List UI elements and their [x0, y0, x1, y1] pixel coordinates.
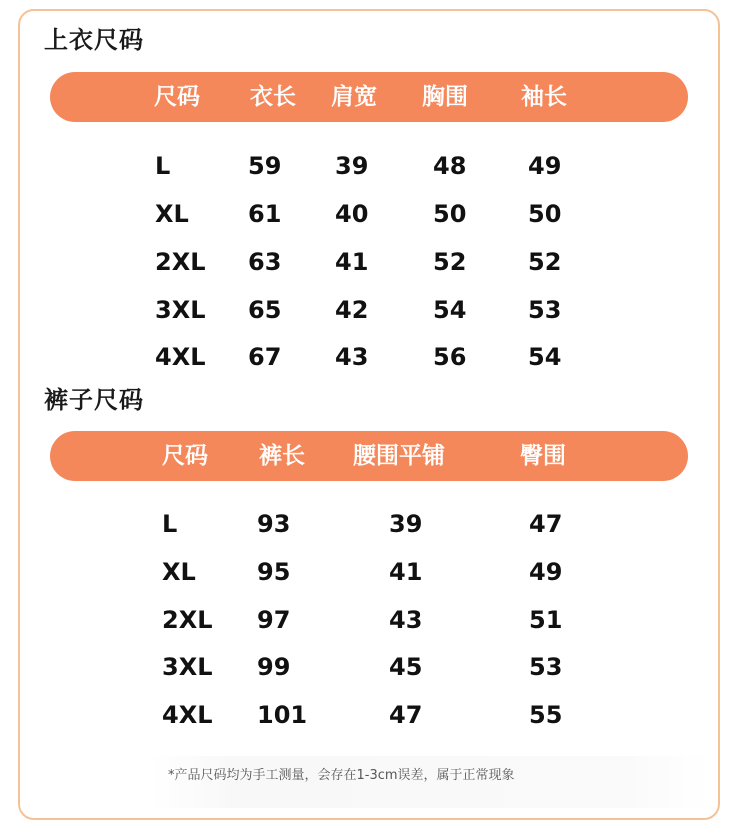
- table-cell: 51: [529, 606, 563, 634]
- table-cell: 4XL: [162, 701, 213, 729]
- tops-header-bar: [50, 72, 688, 122]
- table-cell: 99: [257, 653, 291, 681]
- table-row: [0, 194, 750, 234]
- table-cell: 41: [335, 248, 369, 276]
- table-cell: 53: [528, 296, 562, 324]
- table-cell: 3XL: [162, 653, 213, 681]
- table-cell: 39: [389, 510, 423, 538]
- table-cell: 3XL: [155, 296, 206, 324]
- table-cell: 43: [389, 606, 423, 634]
- table-row: [0, 695, 750, 735]
- table-cell: 49: [528, 152, 562, 180]
- table-row: [0, 552, 750, 592]
- table-cell: 40: [335, 200, 369, 228]
- table-cell: 101: [257, 701, 308, 729]
- tops-header-size: 尺码: [154, 84, 200, 110]
- table-cell: 54: [528, 343, 562, 371]
- table-cell: 53: [529, 653, 563, 681]
- tops-header-chest: 胸围: [422, 84, 468, 110]
- table-cell: XL: [155, 200, 189, 228]
- table-cell: 4XL: [155, 343, 206, 371]
- tops-section-title: 上衣尺码: [44, 26, 144, 54]
- table-cell: L: [162, 510, 178, 538]
- pants-section-title: 裤子尺码: [44, 386, 144, 414]
- table-cell: 2XL: [162, 606, 213, 634]
- table-row: [0, 504, 750, 544]
- pants-header-size: 尺码: [162, 443, 208, 469]
- table-cell: L: [155, 152, 171, 180]
- table-cell: 42: [335, 296, 369, 324]
- table-cell: 95: [257, 558, 291, 586]
- table-cell: 67: [248, 343, 282, 371]
- table-cell: 2XL: [155, 248, 206, 276]
- measurement-note-text: *产品尺码均为手工测量，会存在1-3cm误差，属于正常现象: [168, 768, 515, 783]
- table-cell: 47: [529, 510, 563, 538]
- table-cell: 47: [389, 701, 423, 729]
- table-cell: 49: [529, 558, 563, 586]
- pants-header-waist: 腰围平铺: [353, 443, 445, 469]
- tops-header-length: 衣长: [250, 84, 296, 110]
- table-row: [0, 242, 750, 282]
- table-cell: 50: [528, 200, 562, 228]
- table-cell: 55: [529, 701, 563, 729]
- table-cell: 52: [528, 248, 562, 276]
- table-cell: 43: [335, 343, 369, 371]
- pants-header-bar: [50, 431, 688, 481]
- table-row: [0, 337, 750, 377]
- table-cell: 52: [433, 248, 467, 276]
- table-cell: 56: [433, 343, 467, 371]
- table-row: [0, 600, 750, 640]
- table-row: [0, 146, 750, 186]
- table-cell: 50: [433, 200, 467, 228]
- table-cell: 65: [248, 296, 282, 324]
- tops-header-sleeve: 袖长: [521, 84, 567, 110]
- measurement-note: [150, 756, 710, 808]
- table-cell: 48: [433, 152, 467, 180]
- table-row: [0, 647, 750, 687]
- table-cell: 54: [433, 296, 467, 324]
- table-cell: 63: [248, 248, 282, 276]
- table-cell: XL: [162, 558, 196, 586]
- table-cell: 93: [257, 510, 291, 538]
- table-cell: 59: [248, 152, 282, 180]
- table-cell: 97: [257, 606, 291, 634]
- table-cell: 41: [389, 558, 423, 586]
- table-cell: 39: [335, 152, 369, 180]
- table-row: [0, 290, 750, 330]
- tops-header-shoulder: 肩宽: [331, 84, 377, 110]
- pants-header-length: 裤长: [259, 443, 305, 469]
- table-cell: 45: [389, 653, 423, 681]
- table-cell: 61: [248, 200, 282, 228]
- pants-header-hip: 臀围: [520, 443, 566, 469]
